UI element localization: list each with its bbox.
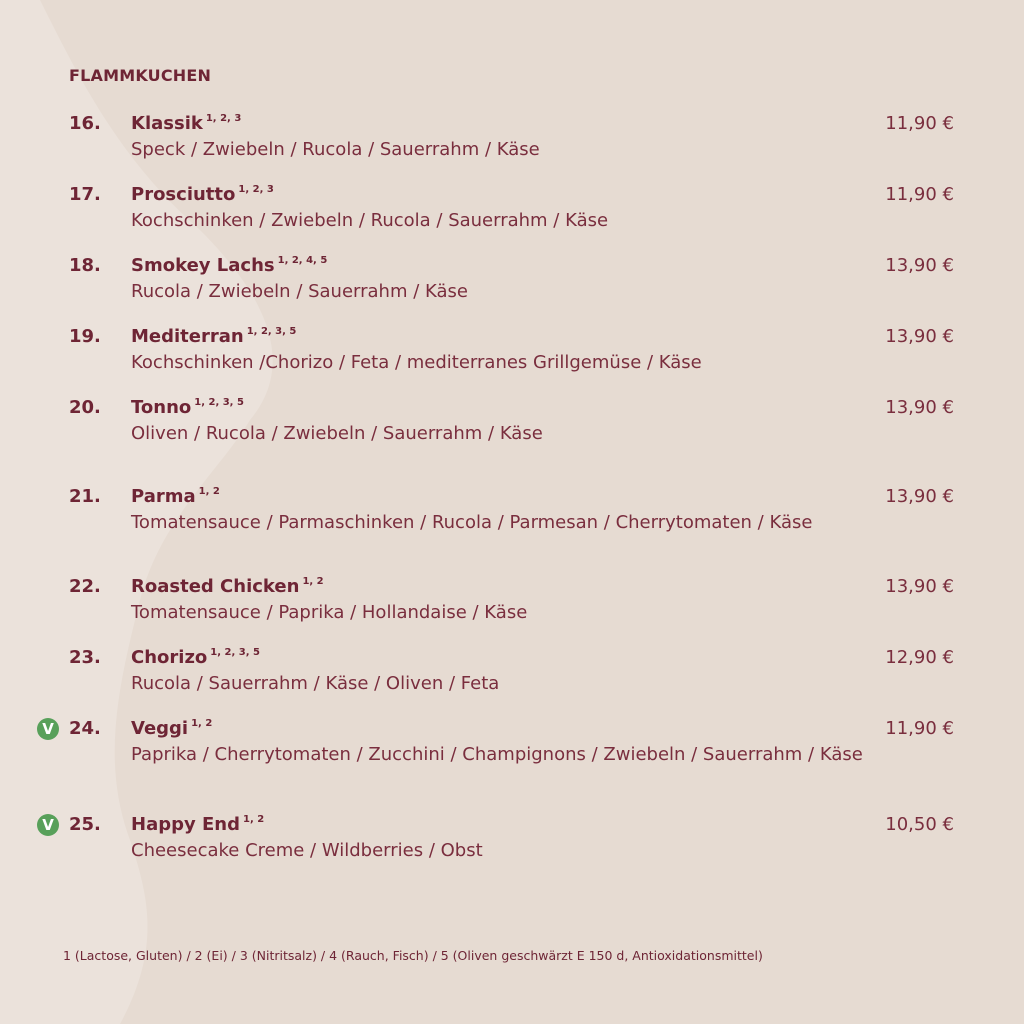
item-price: 13,90 €	[885, 255, 954, 276]
item-allergens: 1, 2	[198, 486, 220, 497]
item-price: 12,90 €	[885, 647, 954, 668]
item-description: Cheesecake Creme / Wildberries / Obst	[131, 840, 483, 861]
section-title: FLAMMKUCHEN	[69, 66, 212, 85]
item-description: Kochschinken / Zwiebeln / Rucola / Sauerrahm / Käse	[131, 210, 609, 231]
item-price: 11,90 €	[885, 113, 954, 134]
item-price: 13,90 €	[885, 397, 954, 418]
item-price: 11,90 €	[885, 184, 954, 205]
item-name	[131, 184, 274, 205]
item-name-text: Tonno	[131, 397, 192, 418]
item-name	[131, 576, 324, 597]
item-name-text: Prosciutto	[131, 184, 236, 205]
item-allergens: 1, 2	[242, 814, 265, 825]
item-description: Paprika / Cherrytomaten / Zucchini / Champignons / Zwiebeln / Sauerrahm / Käse	[131, 744, 863, 765]
item-name-text: Chorizo	[131, 647, 208, 668]
item-description: Speck / Zwiebeln / Rucola / Sauerrahm / Käse	[131, 139, 540, 160]
item-number: 22.	[69, 576, 101, 597]
item-name-text: Happy End	[131, 814, 240, 835]
vegetarian-icon: V	[37, 718, 59, 740]
item-name-text: Veggi	[131, 718, 189, 739]
item-description: Rucola / Sauerrahm / Käse / Oliven / Feta	[131, 673, 500, 694]
item-price: 13,90 €	[885, 486, 954, 507]
item-allergens: 1, 2, 3, 5	[194, 397, 244, 408]
item-allergens: 1, 2, 3, 5	[210, 647, 260, 658]
item-name	[131, 113, 241, 134]
item-number: 24.	[69, 718, 101, 739]
item-name	[131, 326, 296, 347]
item-name-text: Smokey Lachs	[131, 255, 275, 276]
item-price: 11,90 €	[885, 718, 954, 739]
item-name-text: Roasted Chicken	[131, 576, 300, 597]
item-allergens: 1, 2	[191, 718, 213, 729]
item-allergens: 1, 2, 3, 5	[246, 326, 297, 337]
item-name-text: Klassik	[131, 113, 203, 134]
item-allergens: 1, 2, 3	[238, 184, 274, 195]
item-number: 17.	[69, 184, 101, 205]
item-number: 18.	[69, 255, 101, 276]
item-price: 13,90 €	[885, 326, 954, 347]
item-price: 13,90 €	[885, 576, 954, 597]
item-number: 25.	[69, 814, 101, 835]
item-number: 20.	[69, 397, 101, 418]
item-description: Kochschinken /Chorizo / Feta / mediterranes Grillgemüse / Käse	[131, 352, 702, 373]
item-name-text: Mediterran	[131, 326, 244, 347]
item-description: Tomatensauce / Parmaschinken / Rucola / Parmesan / Cherrytomaten / Käse	[131, 512, 813, 533]
item-description: Oliven / Rucola / Zwiebeln / Sauerrahm / Käse	[131, 423, 543, 444]
item-name	[131, 814, 264, 835]
item-number: 16.	[69, 113, 101, 134]
item-name	[131, 397, 244, 418]
item-description: Tomatensauce / Paprika / Hollandaise / Käse	[131, 602, 528, 623]
item-name	[131, 718, 212, 739]
item-number: 19.	[69, 326, 101, 347]
item-number: 23.	[69, 647, 101, 668]
item-description: Rucola / Zwiebeln / Sauerrahm / Käse	[131, 281, 468, 302]
item-name	[131, 647, 260, 668]
item-price: 10,50 €	[885, 814, 954, 835]
item-name	[131, 255, 327, 276]
item-allergens: 1, 2, 4, 5	[277, 255, 328, 266]
vegetarian-icon: V	[37, 814, 59, 836]
item-number: 21.	[69, 486, 101, 507]
item-name-text: Parma	[131, 486, 196, 507]
allergen-footnote: 1 (Lactose, Gluten) / 2 (Ei) / 3 (Nitritsalz) / 4 (Rauch, Fisch) / 5 (Oliven geschwärzt E 150 d, Antioxidationsmittel)	[63, 948, 763, 963]
item-name	[131, 486, 220, 507]
item-allergens: 1, 2, 3	[205, 113, 242, 124]
item-allergens: 1, 2	[302, 576, 324, 587]
